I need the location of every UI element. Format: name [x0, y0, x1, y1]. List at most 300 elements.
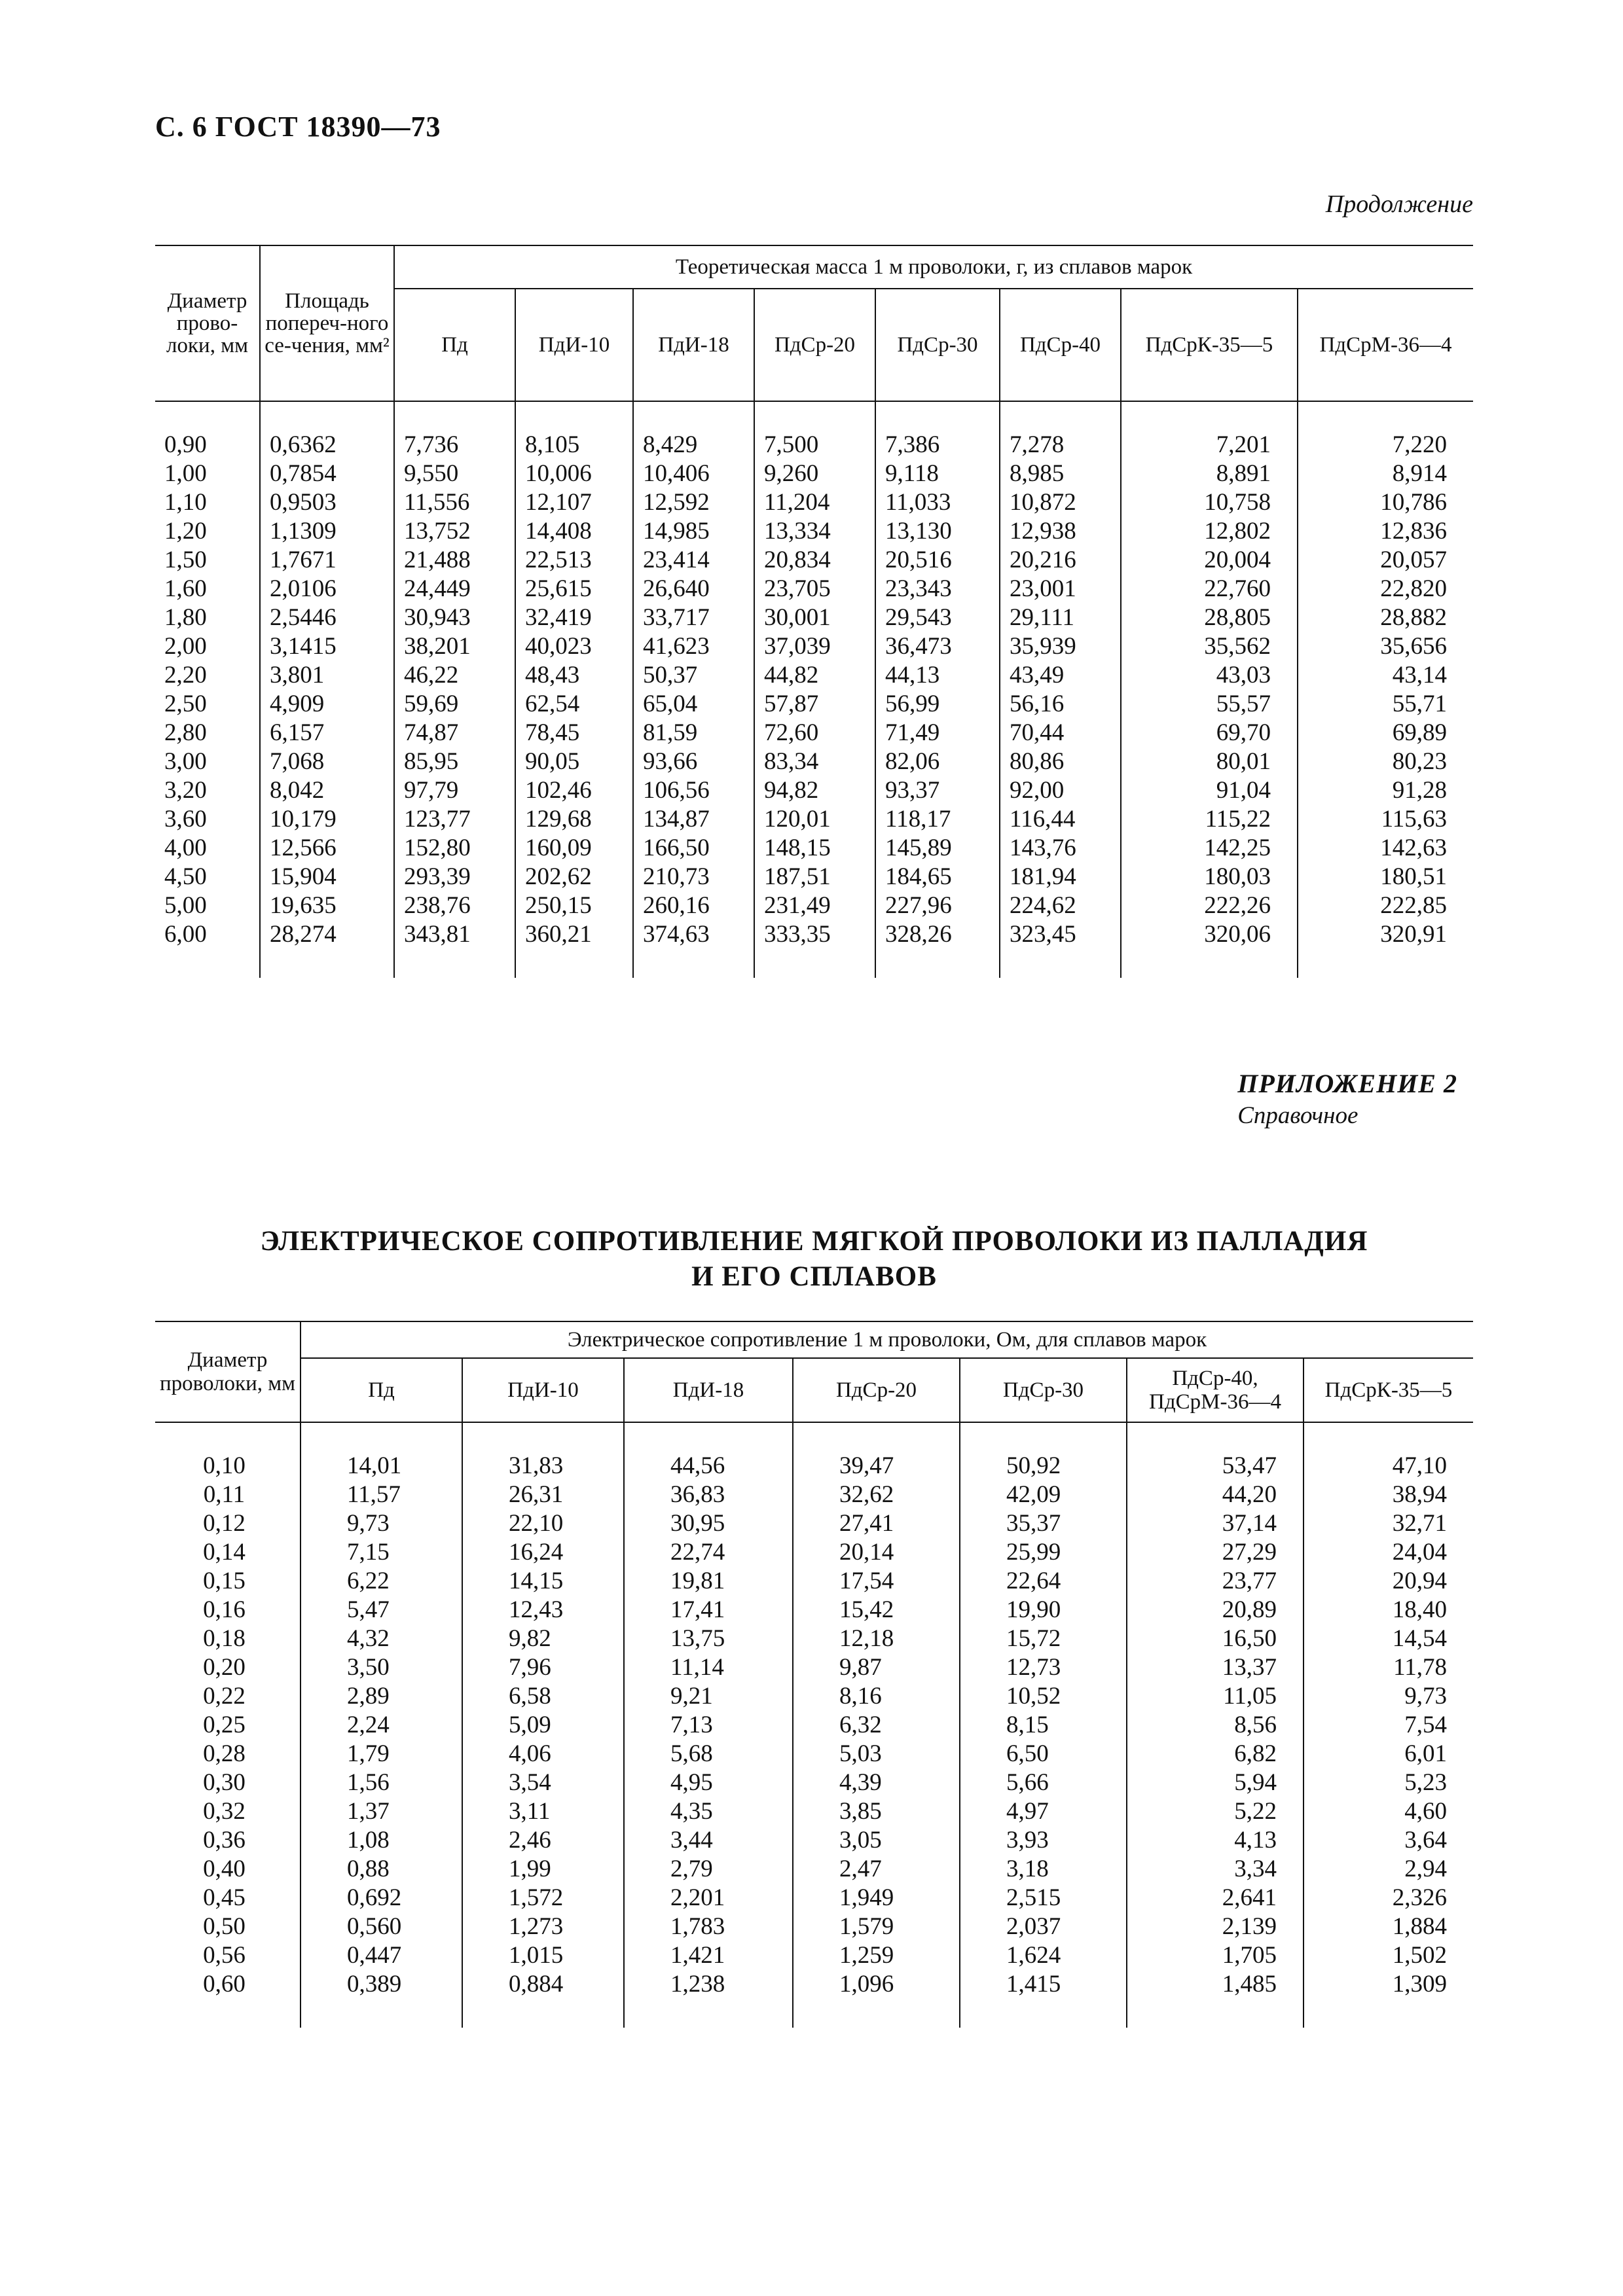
value-cell: 20,057	[1298, 546, 1473, 575]
value-cell: 3,1415	[260, 632, 394, 661]
value-cell: 2,201	[624, 1884, 793, 1912]
value-cell: 82,06	[875, 747, 1000, 776]
value-cell: 11,57	[301, 1480, 462, 1509]
value-cell: 5,09	[462, 1711, 624, 1740]
value-cell: 22,64	[960, 1567, 1127, 1596]
mass-group-header: Теоретическая масса 1 м проволоки, г, из сплавов марок	[394, 245, 1473, 289]
value-cell: 333,35	[754, 920, 875, 949]
table-row	[155, 1912, 1473, 1941]
value-cell: 115,22	[1121, 805, 1298, 834]
value-cell: 374,63	[633, 920, 754, 949]
value-cell: 4,909	[260, 690, 394, 719]
value-cell: 91,28	[1298, 776, 1473, 805]
value-cell: 134,87	[633, 805, 754, 834]
value-cell: 360,21	[515, 920, 633, 949]
value-cell: 32,419	[515, 603, 633, 632]
table-row	[155, 1452, 1473, 1480]
value-cell: 10,006	[515, 459, 633, 488]
value-cell: 93,66	[633, 747, 754, 776]
table-row	[155, 1509, 1473, 1538]
value-cell: 23,77	[1127, 1567, 1304, 1596]
value-cell: 12,938	[1000, 517, 1121, 546]
value-cell: 37,039	[754, 632, 875, 661]
value-cell: 80,86	[1000, 747, 1121, 776]
diameter-cell: 0,22	[203, 1683, 246, 1710]
value-cell: 3,44	[624, 1826, 793, 1855]
value-cell: 2,037	[960, 1912, 1127, 1941]
value-cell: 22,820	[1298, 575, 1473, 603]
value-cell: 7,15	[301, 1538, 462, 1567]
value-cell: 97,79	[394, 776, 515, 805]
value-cell: 59,69	[394, 690, 515, 719]
value-cell: 2,515	[960, 1884, 1127, 1912]
value-cell: 56,99	[875, 690, 1000, 719]
value-cell: 14,15	[462, 1567, 624, 1596]
value-cell: 7,386	[875, 431, 1000, 459]
value-cell: 142,63	[1298, 834, 1473, 863]
value-cell: 20,004	[1121, 546, 1298, 575]
value-cell: 152,80	[394, 834, 515, 863]
table-row	[155, 891, 1473, 920]
alloy-header-res-6: ПдСр-40, ПдСрМ-36—4	[1127, 1358, 1304, 1422]
table-row	[155, 1855, 1473, 1884]
value-cell: 20,834	[754, 546, 875, 575]
value-cell: 56,16	[1000, 690, 1121, 719]
value-cell: 1,238	[624, 1970, 793, 1999]
value-cell: 7,278	[1000, 431, 1121, 459]
diameter-cell: 2,50	[164, 691, 207, 717]
value-cell: 8,105	[515, 431, 633, 459]
value-cell: 16,50	[1127, 1624, 1304, 1653]
value-cell: 22,74	[624, 1538, 793, 1567]
value-cell: 6,32	[793, 1711, 960, 1740]
value-cell: 3,801	[260, 661, 394, 690]
value-cell: 10,872	[1000, 488, 1121, 517]
alloy-header-mass-1: Пд	[394, 289, 515, 401]
value-cell: 5,94	[1127, 1768, 1304, 1797]
value-cell: 118,17	[875, 805, 1000, 834]
value-cell: 35,37	[960, 1509, 1127, 1538]
value-cell: 8,985	[1000, 459, 1121, 488]
value-cell: 11,033	[875, 488, 1000, 517]
table-row	[155, 1596, 1473, 1624]
value-cell: 44,13	[875, 661, 1000, 690]
value-cell: 7,500	[754, 431, 875, 459]
continuation-label: Продолжение	[1325, 190, 1473, 218]
value-cell: 1,309	[1304, 1970, 1473, 1999]
value-cell: 2,641	[1127, 1884, 1304, 1912]
value-cell: 160,09	[515, 834, 633, 863]
value-cell: 10,52	[960, 1682, 1127, 1711]
value-cell: 53,47	[1127, 1452, 1304, 1480]
value-cell: 9,87	[793, 1653, 960, 1682]
value-cell: 9,73	[301, 1509, 462, 1538]
diameter-cell: 3,00	[164, 748, 207, 775]
value-cell: 143,76	[1000, 834, 1121, 863]
value-cell: 222,26	[1121, 891, 1298, 920]
value-cell: 31,83	[462, 1452, 624, 1480]
value-cell: 0,88	[301, 1855, 462, 1884]
diameter-cell: 1,10	[164, 489, 207, 516]
value-cell: 1,783	[624, 1912, 793, 1941]
table-row	[155, 575, 1473, 603]
value-cell: 26,640	[633, 575, 754, 603]
diameter-cell: 0,18	[203, 1625, 246, 1652]
value-cell: 2,139	[1127, 1912, 1304, 1941]
value-cell: 9,260	[754, 459, 875, 488]
value-cell: 1,415	[960, 1970, 1127, 1999]
value-cell: 55,71	[1298, 690, 1473, 719]
value-cell: 115,63	[1298, 805, 1473, 834]
value-cell: 90,05	[515, 747, 633, 776]
value-cell: 35,562	[1121, 632, 1298, 661]
value-cell: 93,37	[875, 776, 1000, 805]
value-cell: 106,56	[633, 776, 754, 805]
diameter-cell: 6,00	[164, 921, 207, 948]
value-cell: 23,414	[633, 546, 754, 575]
value-cell: 22,760	[1121, 575, 1298, 603]
value-cell: 0,9503	[260, 488, 394, 517]
value-cell: 35,939	[1000, 632, 1121, 661]
diameter-cell: 1,60	[164, 575, 207, 602]
value-cell: 129,68	[515, 805, 633, 834]
value-cell: 180,51	[1298, 863, 1473, 891]
value-cell: 13,752	[394, 517, 515, 546]
value-cell: 14,408	[515, 517, 633, 546]
value-cell: 0,447	[301, 1941, 462, 1970]
table-row	[155, 920, 1473, 949]
value-cell: 71,49	[875, 719, 1000, 747]
value-cell: 57,87	[754, 690, 875, 719]
value-cell: 8,042	[260, 776, 394, 805]
value-cell: 5,23	[1304, 1768, 1473, 1797]
value-cell: 17,41	[624, 1596, 793, 1624]
table-row	[155, 1740, 1473, 1768]
value-cell: 43,14	[1298, 661, 1473, 690]
value-cell: 227,96	[875, 891, 1000, 920]
value-cell: 27,29	[1127, 1538, 1304, 1567]
value-cell: 180,03	[1121, 863, 1298, 891]
alloy-header-mass-5: ПдСр-30	[875, 289, 1000, 401]
value-cell: 92,00	[1000, 776, 1121, 805]
value-cell: 2,326	[1304, 1884, 1473, 1912]
value-cell: 8,429	[633, 431, 754, 459]
value-cell: 1,572	[462, 1884, 624, 1912]
value-cell: 13,130	[875, 517, 1000, 546]
table-row	[155, 431, 1473, 459]
value-cell: 12,18	[793, 1624, 960, 1653]
value-cell: 36,473	[875, 632, 1000, 661]
value-cell: 224,62	[1000, 891, 1121, 920]
alloy-header-mass-7: ПдСрК-35—5	[1121, 289, 1298, 401]
value-cell: 20,516	[875, 546, 1000, 575]
value-cell: 187,51	[754, 863, 875, 891]
value-cell: 9,21	[624, 1682, 793, 1711]
value-cell: 19,635	[260, 891, 394, 920]
value-cell: 7,201	[1121, 431, 1298, 459]
value-cell: 210,73	[633, 863, 754, 891]
value-cell: 23,001	[1000, 575, 1121, 603]
value-cell: 9,550	[394, 459, 515, 488]
value-cell: 1,502	[1304, 1941, 1473, 1970]
value-cell: 1,7671	[260, 546, 394, 575]
value-cell: 320,91	[1298, 920, 1473, 949]
value-cell: 4,06	[462, 1740, 624, 1768]
table-row	[155, 1941, 1473, 1970]
value-cell: 20,89	[1127, 1596, 1304, 1624]
value-cell: 2,94	[1304, 1855, 1473, 1884]
value-cell: 65,04	[633, 690, 754, 719]
value-cell: 30,001	[754, 603, 875, 632]
value-cell: 6,01	[1304, 1740, 1473, 1768]
value-cell: 145,89	[875, 834, 1000, 863]
value-cell: 6,82	[1127, 1740, 1304, 1768]
value-cell: 30,943	[394, 603, 515, 632]
value-cell: 72,60	[754, 719, 875, 747]
diameter-cell: 0,10	[203, 1452, 246, 1479]
value-cell: 9,118	[875, 459, 1000, 488]
value-cell: 3,85	[793, 1797, 960, 1826]
value-cell: 4,95	[624, 1768, 793, 1797]
value-cell: 44,56	[624, 1452, 793, 1480]
value-cell: 0,7854	[260, 459, 394, 488]
value-cell: 24,449	[394, 575, 515, 603]
value-cell: 6,157	[260, 719, 394, 747]
table-row	[155, 459, 1473, 488]
diameter-cell: 3,20	[164, 777, 207, 804]
value-cell: 20,94	[1304, 1567, 1473, 1596]
value-cell: 13,334	[754, 517, 875, 546]
value-cell: 15,42	[793, 1596, 960, 1624]
value-cell: 43,49	[1000, 661, 1121, 690]
value-cell: 328,26	[875, 920, 1000, 949]
diameter-cell: 5,00	[164, 892, 207, 919]
value-cell: 1,421	[624, 1941, 793, 1970]
alloy-header-mass-4: ПдСр-20	[754, 289, 875, 401]
value-cell: 9,82	[462, 1624, 624, 1653]
diameter-cell: 0,90	[164, 431, 207, 458]
value-cell: 343,81	[394, 920, 515, 949]
value-cell: 40,023	[515, 632, 633, 661]
value-cell: 35,656	[1298, 632, 1473, 661]
value-cell: 11,204	[754, 488, 875, 517]
table-row	[155, 661, 1473, 690]
value-cell: 3,93	[960, 1826, 1127, 1855]
table-row	[155, 1826, 1473, 1855]
value-cell: 27,41	[793, 1509, 960, 1538]
diameter-cell: 0,60	[203, 1971, 246, 1998]
value-cell: 91,04	[1121, 776, 1298, 805]
value-cell: 21,488	[394, 546, 515, 575]
value-cell: 3,11	[462, 1797, 624, 1826]
value-cell: 2,5446	[260, 603, 394, 632]
table-row	[155, 747, 1473, 776]
value-cell: 46,22	[394, 661, 515, 690]
value-cell: 10,406	[633, 459, 754, 488]
value-cell: 8,891	[1121, 459, 1298, 488]
value-cell: 12,802	[1121, 517, 1298, 546]
page-header: С. 6 ГОСТ 18390—73	[155, 111, 441, 143]
value-cell: 1,99	[462, 1855, 624, 1884]
table-row	[155, 546, 1473, 575]
diameter-cell: 2,80	[164, 719, 207, 746]
value-cell: 13,75	[624, 1624, 793, 1653]
value-cell: 42,09	[960, 1480, 1127, 1509]
value-cell: 116,44	[1000, 805, 1121, 834]
section-title-line-2: И ЕГО СПЛАВОВ	[691, 1261, 937, 1292]
value-cell: 23,705	[754, 575, 875, 603]
value-cell: 148,15	[754, 834, 875, 863]
diameter-cell: 2,20	[164, 662, 207, 689]
value-cell: 4,39	[793, 1768, 960, 1797]
value-cell: 7,96	[462, 1653, 624, 1682]
value-cell: 24,04	[1304, 1538, 1473, 1567]
value-cell: 23,343	[875, 575, 1000, 603]
value-cell: 70,44	[1000, 719, 1121, 747]
value-cell: 3,18	[960, 1855, 1127, 1884]
value-cell: 4,60	[1304, 1797, 1473, 1826]
value-cell: 166,50	[633, 834, 754, 863]
diameter-cell: 0,14	[203, 1539, 246, 1566]
value-cell: 7,736	[394, 431, 515, 459]
value-cell: 181,94	[1000, 863, 1121, 891]
value-cell: 83,34	[754, 747, 875, 776]
alloy-header-mass-2: ПдИ-10	[515, 289, 633, 401]
value-cell: 231,49	[754, 891, 875, 920]
value-cell: 62,54	[515, 690, 633, 719]
table-row	[155, 719, 1473, 747]
value-cell: 39,47	[793, 1452, 960, 1480]
diameter-cell: 0,40	[203, 1856, 246, 1882]
value-cell: 30,95	[624, 1509, 793, 1538]
value-cell: 15,904	[260, 863, 394, 891]
value-cell: 43,03	[1121, 661, 1298, 690]
alloy-header-res-1: Пд	[301, 1358, 462, 1422]
value-cell: 19,81	[624, 1567, 793, 1596]
value-cell: 20,14	[793, 1538, 960, 1567]
value-cell: 11,556	[394, 488, 515, 517]
diameter-cell: 2,00	[164, 633, 207, 660]
alloy-header-mass-3: ПдИ-18	[633, 289, 754, 401]
value-cell: 2,46	[462, 1826, 624, 1855]
value-cell: 11,78	[1304, 1653, 1473, 1682]
value-cell: 3,50	[301, 1653, 462, 1682]
value-cell: 2,47	[793, 1855, 960, 1884]
value-cell: 4,97	[960, 1797, 1127, 1826]
value-cell: 293,39	[394, 863, 515, 891]
diameter-cell: 0,36	[203, 1827, 246, 1854]
value-cell: 4,13	[1127, 1826, 1304, 1855]
table-row	[155, 603, 1473, 632]
value-cell: 1,273	[462, 1912, 624, 1941]
value-cell: 5,47	[301, 1596, 462, 1624]
diameter-cell: 0,11	[203, 1481, 246, 1508]
value-cell: 38,201	[394, 632, 515, 661]
value-cell: 69,89	[1298, 719, 1473, 747]
value-cell: 80,23	[1298, 747, 1473, 776]
value-cell: 16,24	[462, 1538, 624, 1567]
value-cell: 202,62	[515, 863, 633, 891]
value-cell: 222,85	[1298, 891, 1473, 920]
value-cell: 8,16	[793, 1682, 960, 1711]
value-cell: 260,16	[633, 891, 754, 920]
value-cell: 37,14	[1127, 1509, 1304, 1538]
value-cell: 26,31	[462, 1480, 624, 1509]
value-cell: 1,08	[301, 1826, 462, 1855]
value-cell: 94,82	[754, 776, 875, 805]
value-cell: 3,54	[462, 1768, 624, 1797]
value-cell: 44,20	[1127, 1480, 1304, 1509]
value-cell: 5,66	[960, 1768, 1127, 1797]
value-cell: 7,068	[260, 747, 394, 776]
value-cell: 29,111	[1000, 603, 1121, 632]
value-cell: 10,786	[1298, 488, 1473, 517]
alloy-header-mass-6: ПдСр-40	[1000, 289, 1121, 401]
value-cell: 33,717	[633, 603, 754, 632]
diameter-cell: 0,30	[203, 1769, 246, 1796]
value-cell: 81,59	[633, 719, 754, 747]
value-cell: 0,692	[301, 1884, 462, 1912]
appendix-block	[1237, 1068, 1457, 1130]
value-cell: 11,05	[1127, 1682, 1304, 1711]
value-cell: 1,259	[793, 1941, 960, 1970]
value-cell: 19,90	[960, 1596, 1127, 1624]
value-cell: 320,06	[1121, 920, 1298, 949]
value-cell: 41,623	[633, 632, 754, 661]
value-cell: 0,884	[462, 1970, 624, 1999]
section-title	[155, 1224, 1473, 1295]
table-row	[155, 488, 1473, 517]
alloy-header-res-3: ПдИ-18	[624, 1358, 793, 1422]
value-cell: 1,37	[301, 1797, 462, 1826]
value-cell: 15,72	[960, 1624, 1127, 1653]
value-cell: 78,45	[515, 719, 633, 747]
value-cell: 80,01	[1121, 747, 1298, 776]
value-cell: 2,24	[301, 1711, 462, 1740]
resistance-group-header: Электрическое сопротивление 1 м проволоки, Ом, для сплавов марок	[301, 1321, 1473, 1358]
value-cell: 142,25	[1121, 834, 1298, 863]
value-cell: 4,35	[624, 1797, 793, 1826]
table-row	[155, 632, 1473, 661]
value-cell: 0,389	[301, 1970, 462, 1999]
value-cell: 50,92	[960, 1452, 1127, 1480]
value-cell: 8,56	[1127, 1711, 1304, 1740]
value-cell: 6,50	[960, 1740, 1127, 1768]
value-cell: 5,03	[793, 1740, 960, 1768]
value-cell: 6,58	[462, 1682, 624, 1711]
diameter-cell: 0,50	[203, 1913, 246, 1940]
value-cell: 74,87	[394, 719, 515, 747]
col-diameter-header: Диаметр прово-локи, мм	[155, 245, 260, 401]
value-cell: 12,107	[515, 488, 633, 517]
value-cell: 5,68	[624, 1740, 793, 1768]
diameter-cell: 1,50	[164, 547, 207, 573]
diameter-cell: 3,60	[164, 806, 207, 833]
value-cell: 323,45	[1000, 920, 1121, 949]
value-cell: 22,513	[515, 546, 633, 575]
value-cell: 12,73	[960, 1653, 1127, 1682]
value-cell: 1,949	[793, 1884, 960, 1912]
value-cell: 7,54	[1304, 1711, 1473, 1740]
diameter-cell: 1,00	[164, 460, 207, 487]
value-cell: 238,76	[394, 891, 515, 920]
value-cell: 85,95	[394, 747, 515, 776]
value-cell: 7,13	[624, 1711, 793, 1740]
value-cell: 14,01	[301, 1452, 462, 1480]
alloy-header-res-4: ПдСр-20	[793, 1358, 960, 1422]
table-row	[155, 1624, 1473, 1653]
value-cell: 28,882	[1298, 603, 1473, 632]
